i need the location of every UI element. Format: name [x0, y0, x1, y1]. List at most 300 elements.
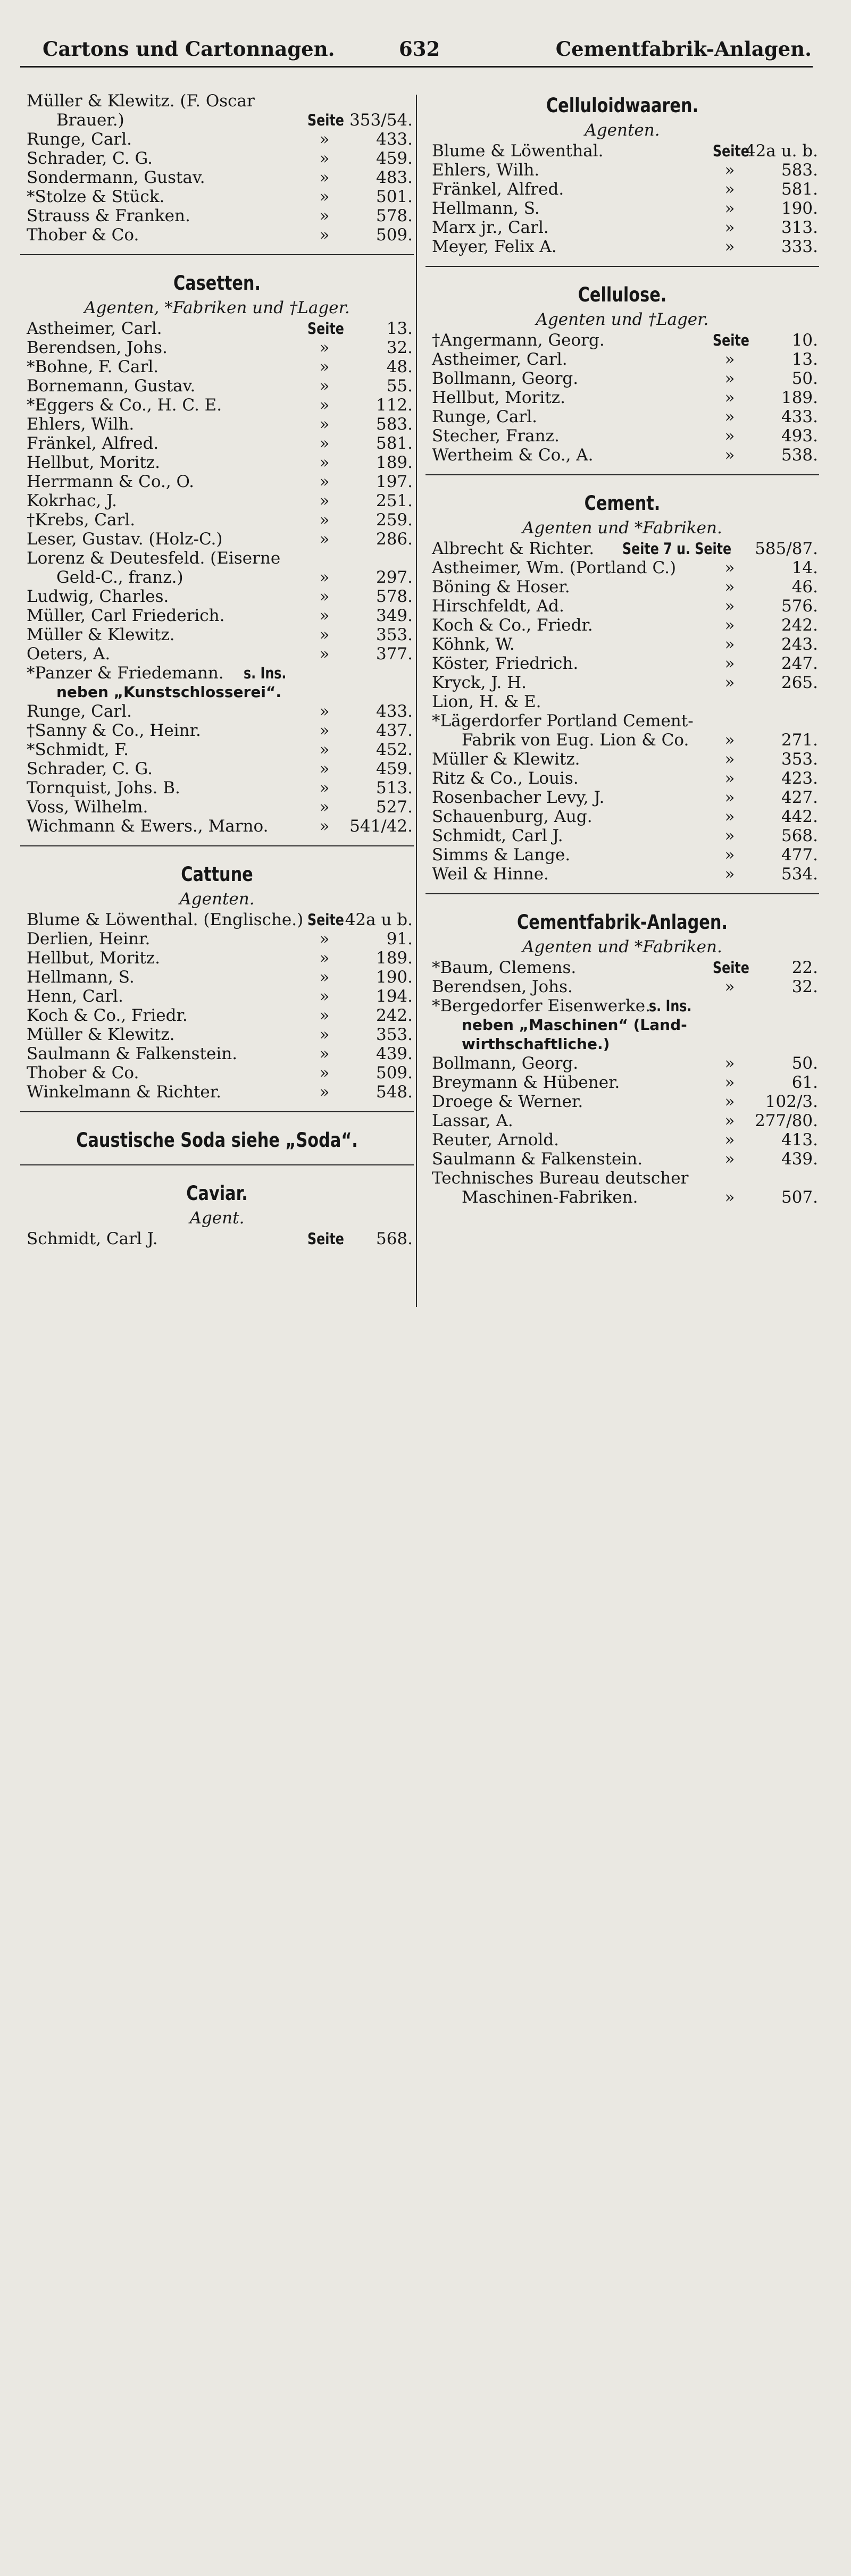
entry-name: Lassar, A. [432, 1111, 513, 1130]
entry-page-ref: 439. [376, 1044, 413, 1063]
ditto-mark: » [724, 1188, 735, 1207]
section-title: Cement. [584, 492, 661, 515]
ditto-mark: » [319, 415, 330, 434]
entry-name: Hirschfeldt, Ad. [432, 597, 564, 616]
page-number: 632 [399, 37, 440, 61]
entry-insert-note: s. Ins. [244, 664, 287, 682]
ditto-mark: » [319, 1006, 330, 1025]
directory-entry [426, 1111, 819, 1130]
entry-page-ref: 477. [781, 845, 818, 865]
section-celluloidwaaren [426, 91, 819, 256]
section-title: Casetten. [173, 272, 261, 295]
section-subtitle: Agenten. [179, 890, 255, 909]
section-subtitle: Agenten. [585, 121, 660, 140]
entry-page-ref: 581. [781, 180, 818, 199]
entry-name: Rosenbacher Levy, J. [432, 788, 605, 807]
entry-name: Müller & Klewitz. (F. Oscar [27, 91, 255, 111]
entry-page-ref: 413. [781, 1130, 818, 1149]
ditto-mark: » [724, 446, 735, 465]
entry-page-ref: 102/3. [765, 1092, 818, 1111]
entry-page-ref: 259. [376, 510, 413, 530]
section-subtitle: Agenten und †Lager. [536, 310, 709, 329]
ditto-mark: » [724, 769, 735, 788]
directory-entry [426, 388, 819, 407]
directory-entry [426, 141, 819, 161]
ditto-mark: » [724, 673, 735, 692]
entry-name: Berendsen, Johs. [432, 977, 573, 996]
ditto-mark: » [724, 218, 735, 237]
entry-page-ref: 48. [386, 357, 413, 376]
entry-name: Thober & Co. [27, 225, 139, 245]
directory-entry [426, 845, 819, 865]
entry-name: Weil & Hinne. [432, 865, 549, 884]
directory-entry [426, 218, 819, 237]
entry-page-ref: 433. [376, 702, 413, 721]
ditto-mark: » [319, 206, 330, 225]
entry-page-ref: 509. [376, 1063, 413, 1083]
ditto-mark: » [319, 568, 330, 587]
directory-entry [426, 1035, 819, 1054]
directory-entry [426, 1130, 819, 1149]
entry-name: Henn, Carl. [27, 987, 123, 1006]
section-subtitle: Agenten, *Fabriken und †Lager. [84, 298, 350, 317]
ditto-mark: » [319, 472, 330, 491]
entry-page-ref: 286. [376, 530, 413, 549]
right-column [426, 91, 819, 1207]
entry-name: Maschinen-Fabriken. [462, 1188, 638, 1207]
entry-name: Müller & Klewitz. [27, 1025, 175, 1044]
entry-page-ref: 353/54. [349, 111, 413, 130]
seite-label: Seite [713, 959, 749, 977]
entry-name: Tornquist, Johs. B. [27, 778, 180, 798]
ditto-mark: » [319, 968, 330, 987]
entry-page-ref: 32. [386, 338, 413, 357]
ditto-mark: » [724, 635, 735, 654]
directory-entry [426, 1169, 819, 1188]
ditto-mark: » [319, 130, 330, 149]
ditto-mark: » [724, 237, 735, 256]
entry-name: Droege & Werner. [432, 1092, 583, 1111]
directory-entry [426, 654, 819, 673]
section-cementfabrik-anlagen [426, 908, 819, 1207]
ditto-mark: » [319, 530, 330, 549]
ditto-mark: » [319, 702, 330, 721]
entry-list [426, 958, 819, 1207]
entry-page-ref: 242. [376, 1006, 413, 1025]
ditto-mark: » [319, 817, 330, 836]
entry-name: Reuter, Arnold. [432, 1130, 560, 1149]
entry-page-ref: 22. [791, 958, 818, 977]
entry-name: *Bohne, F. Carl. [27, 357, 159, 376]
entry-name: Breymann & Hübener. [432, 1073, 620, 1092]
entry-name: Blume & Löwenthal. [432, 141, 604, 161]
entry-page-ref: 433. [376, 130, 413, 149]
ditto-mark: » [319, 625, 330, 644]
ditto-mark: » [319, 740, 330, 759]
entry-name: neben „Kunstschlosserei“. [56, 683, 281, 701]
section-subtitle: Agent. [189, 1209, 245, 1228]
entry-page-ref: 483. [376, 168, 413, 187]
entry-name: Voss, Wilhelm. [27, 798, 148, 817]
ditto-mark: » [319, 798, 330, 817]
directory-entry [426, 807, 819, 826]
entry-page-ref: 251. [376, 491, 413, 510]
entry-name: Derlien, Heinr. [27, 929, 151, 949]
directory-entry [426, 826, 819, 845]
ditto-mark: » [724, 1149, 735, 1169]
ditto-mark: » [724, 1054, 735, 1073]
entry-page-ref: 576. [781, 597, 818, 616]
directory-entry [426, 1188, 819, 1207]
entry-name: wirthschaftliche.) [462, 1035, 610, 1053]
ditto-mark: » [724, 1111, 735, 1130]
entry-name: Schmidt, Carl J. [432, 826, 563, 845]
ditto-mark: » [319, 491, 330, 510]
ditto-mark: » [319, 225, 330, 245]
ditto-mark: » [319, 1063, 330, 1083]
entry-insert-note: Seite 7 u. Seite [622, 540, 732, 558]
entry-page-ref: 42a u. b. [745, 141, 818, 161]
ditto-mark: » [319, 1083, 330, 1102]
entry-page-ref: 14. [791, 558, 818, 577]
ditto-mark: » [319, 396, 330, 415]
entry-name: Kokrhac, J. [27, 491, 117, 510]
entry-name: Wertheim & Co., A. [432, 446, 594, 465]
section-title: Caviar. [186, 1182, 248, 1205]
seite-label: Seite [307, 911, 344, 929]
header-left-title: Cartons und Cartonnagen. [43, 37, 335, 61]
entry-name: Koch & Co., Friedr. [432, 616, 593, 635]
section-title: Celluloidwaaren. [546, 94, 699, 117]
entry-page-ref: 271. [781, 731, 818, 750]
ditto-mark: » [724, 750, 735, 769]
section-cellulose [426, 281, 819, 465]
entry-name: Saulmann & Falkenstein. [27, 1044, 238, 1063]
ditto-mark: » [724, 558, 735, 577]
entry-name: Brauer.) [56, 111, 124, 130]
ditto-mark: » [724, 199, 735, 218]
ditto-mark: » [724, 616, 735, 635]
entry-name: Fränkel, Alfred. [27, 434, 159, 453]
entry-page-ref: 585/87. [755, 539, 818, 558]
ditto-mark: » [724, 369, 735, 388]
entry-name: Ehlers, Wilh. [27, 415, 135, 434]
entry-name: Kryck, J. H. [432, 673, 527, 692]
entry-page-ref: 538. [781, 446, 818, 465]
entry-page-ref: 277/80. [755, 1111, 818, 1130]
entry-page-ref: 578. [376, 206, 413, 225]
ditto-mark: » [724, 807, 735, 826]
entry-name: Winkelmann & Richter. [27, 1083, 222, 1102]
entry-name: Thober & Co. [27, 1063, 139, 1083]
ditto-mark: » [724, 407, 735, 426]
entry-name: Hellbut, Moritz. [432, 388, 565, 407]
ditto-mark: » [724, 180, 735, 199]
directory-entry [20, 111, 414, 130]
entry-name: *Stolze & Stück. [27, 187, 165, 206]
page-header [40, 35, 812, 67]
directory-entry [426, 161, 819, 180]
ditto-mark: » [724, 731, 735, 750]
ditto-mark: » [724, 161, 735, 180]
ditto-mark: » [319, 949, 330, 968]
ditto-mark: » [724, 426, 735, 446]
directory-entry [426, 788, 819, 807]
directory-entry [426, 199, 819, 218]
entry-page-ref: 247. [781, 654, 818, 673]
ditto-mark: » [319, 778, 330, 798]
ditto-mark: » [724, 977, 735, 996]
entry-name: Wichmann & Ewers., Marno. [27, 817, 269, 836]
seite-label: Seite [307, 1230, 344, 1248]
directory-entry [426, 407, 819, 426]
entry-name: Blume & Löwenthal. (Englische.) [27, 910, 304, 929]
entry-name: Hellmann, S. [432, 199, 540, 218]
section-title: Cellulose. [578, 283, 667, 306]
seite-label: Seite [713, 142, 749, 160]
section-title: Cattune [181, 863, 253, 886]
entry-name: Albrecht & Richter. [432, 539, 595, 558]
ditto-mark: » [319, 187, 330, 206]
entry-name: Saulmann & Falkenstein. [432, 1149, 643, 1169]
entry-page-ref: 10. [791, 331, 818, 350]
entry-name: *Bergedorfer Eisenwerke. [432, 996, 650, 1016]
directory-entry [426, 1054, 819, 1073]
entry-page-ref: 509. [376, 225, 413, 245]
entry-name: Müller & Klewitz. [432, 750, 580, 769]
entry-list [426, 539, 819, 884]
entry-page-ref: 189. [376, 949, 413, 968]
entry-name: Astheimer, Carl. [27, 319, 162, 338]
entry-name: Berendsen, Johs. [27, 338, 168, 357]
entry-name: *Baum, Clemens. [432, 958, 577, 977]
entry-name: Geld-C., franz.) [56, 568, 183, 587]
header-right-title: Cementfabrik-Anlagen. [555, 37, 812, 61]
ditto-mark: » [319, 168, 330, 187]
entry-page-ref: 459. [376, 759, 413, 778]
directory-entry [426, 635, 819, 654]
entry-name: Sondermann, Gustav. [27, 168, 205, 187]
ditto-mark: » [724, 388, 735, 407]
directory-entry [426, 1149, 819, 1169]
entry-name: Köhnk, W. [432, 635, 515, 654]
entry-page-ref: 13. [791, 350, 818, 369]
entry-page-ref: 42a u b. [345, 910, 413, 929]
entry-name: Hellbut, Moritz. [27, 453, 160, 472]
directory-entry [426, 350, 819, 369]
entry-name: neben „Maschinen“ (Land- [462, 1016, 687, 1034]
entry-name: Stecher, Franz. [432, 426, 560, 446]
ditto-mark: » [724, 654, 735, 673]
entry-page-ref: 242. [781, 616, 818, 635]
entry-page-ref: 297. [376, 568, 413, 587]
ditto-mark: » [319, 149, 330, 168]
directory-entry [426, 180, 819, 199]
entry-page-ref: 423. [781, 769, 818, 788]
entry-page-ref: 534. [781, 865, 818, 884]
entry-page-ref: 583. [376, 415, 413, 434]
ditto-mark: » [319, 376, 330, 396]
entry-page-ref: 265. [781, 673, 818, 692]
entry-name: Marx jr., Carl. [432, 218, 549, 237]
entry-name: Müller, Carl Friederich. [27, 606, 225, 625]
entry-page-ref: 527. [376, 798, 413, 817]
entry-page-ref: 581. [376, 434, 413, 453]
entry-name: Müller & Klewitz. [27, 625, 175, 644]
entry-name: *Schmidt, F. [27, 740, 129, 759]
entry-name: *Eggers & Co., H. C. E. [27, 396, 222, 415]
ditto-mark: » [319, 1044, 330, 1063]
entry-page-ref: 501. [376, 187, 413, 206]
entry-page-ref: 349. [376, 606, 413, 625]
directory-entry [426, 1073, 819, 1092]
ditto-mark: » [319, 721, 330, 740]
entry-name: Ehlers, Wilh. [432, 161, 540, 180]
entry-name: †Angermann, Georg. [432, 331, 605, 350]
ditto-mark: » [319, 453, 330, 472]
entry-name: Ludwig, Charles. [27, 587, 169, 606]
entry-page-ref: 353. [781, 750, 818, 769]
ditto-mark: » [319, 587, 330, 606]
entry-page-ref: 439. [781, 1149, 818, 1169]
entry-list [426, 141, 819, 256]
entry-name: Schmidt, Carl J. [27, 1229, 158, 1248]
ditto-mark: » [319, 510, 330, 530]
entry-page-ref: 568. [781, 826, 818, 845]
entry-name: Schrader, C. G. [27, 759, 153, 778]
entry-page-ref: 541/42. [349, 817, 413, 836]
section-subtitle: Agenten und *Fabriken. [522, 518, 722, 538]
entry-insert-note: s. Ins. [649, 997, 692, 1015]
entry-name: Hellbut, Moritz. [27, 949, 160, 968]
seite-label: Seite [713, 331, 749, 349]
directory-entry [426, 750, 819, 769]
entry-name: *Lägerdorfer Portland Cement- [432, 711, 694, 731]
entry-page-ref: 112. [376, 396, 413, 415]
directory-entry [426, 1092, 819, 1111]
section-cement [426, 489, 819, 884]
entry-page-ref: 433. [781, 407, 818, 426]
ditto-mark: » [724, 577, 735, 597]
directory-entry [426, 237, 819, 256]
entry-name: Lorenz & Deutesfeld. (Eiserne [27, 549, 281, 568]
ditto-mark: » [724, 597, 735, 616]
entry-page-ref: 568. [376, 1229, 413, 1248]
entry-page-ref: 493. [781, 426, 818, 446]
section-title: Cementfabrik-Anlagen. [516, 911, 728, 934]
directory-entry [20, 91, 414, 111]
entry-name: *Panzer & Friedemann. [27, 664, 224, 683]
entry-name: Technisches Bureau deutscher [432, 1169, 689, 1188]
entry-page-ref: 13. [386, 319, 413, 338]
entry-name: Runge, Carl. [27, 130, 132, 149]
directory-entry [426, 692, 819, 711]
header-rule [20, 66, 813, 68]
entry-name: Bollmann, Georg. [432, 1054, 579, 1073]
entry-name: †Krebs, Carl. [27, 510, 136, 530]
ditto-mark: » [724, 350, 735, 369]
entry-name: Runge, Carl. [432, 407, 537, 426]
entry-page-ref: 377. [376, 644, 413, 664]
directory-entry [426, 673, 819, 692]
entry-page-ref: 197. [376, 472, 413, 491]
entry-page-ref: 442. [781, 807, 818, 826]
entry-page-ref: 583. [781, 161, 818, 180]
entry-name: Herrmann & Co., O. [27, 472, 194, 491]
entry-page-ref: 189. [376, 453, 413, 472]
directory-entry [426, 865, 819, 884]
ditto-mark: » [319, 338, 330, 357]
entry-page-ref: 313. [781, 218, 818, 237]
entry-page-ref: 427. [781, 788, 818, 807]
entry-page-ref: 353. [376, 625, 413, 644]
directory-entry [426, 369, 819, 388]
ditto-mark: » [724, 845, 735, 865]
directory-entry [426, 711, 819, 731]
entry-name: Astheimer, Wm. (Portland C.) [432, 558, 677, 577]
directory-entry [426, 769, 819, 788]
entry-page-ref: 61. [791, 1073, 818, 1092]
entry-name: Koch & Co., Friedr. [27, 1006, 188, 1025]
entry-page-ref: 243. [781, 635, 818, 654]
entry-name: Meyer, Felix A. [432, 237, 557, 256]
entry-page-ref: 190. [376, 968, 413, 987]
directory-entry [426, 426, 819, 446]
entry-page-ref: 55. [386, 376, 413, 396]
ditto-mark: » [724, 826, 735, 845]
entry-name: Oeters, A. [27, 644, 111, 664]
ditto-mark: » [319, 357, 330, 376]
ditto-mark: » [319, 929, 330, 949]
entry-name: Strauss & Franken. [27, 206, 190, 225]
directory-entry [426, 958, 819, 977]
entry-page-ref: 50. [791, 369, 818, 388]
entry-page-ref: 548. [376, 1083, 413, 1102]
directory-entry [426, 558, 819, 577]
entry-name: Bollmann, Georg. [432, 369, 579, 388]
entry-page-ref: 91. [386, 929, 413, 949]
ditto-mark: » [319, 987, 330, 1006]
directory-entry [426, 577, 819, 597]
entry-name: Ritz & Co., Louis. [432, 769, 579, 788]
seite-label: Seite [307, 320, 344, 338]
entry-page-ref: 194. [376, 987, 413, 1006]
directory-entry [426, 597, 819, 616]
entry-page-ref: 46. [791, 577, 818, 597]
entry-page-ref: 513. [376, 778, 413, 798]
entry-name: Astheimer, Carl. [432, 350, 568, 369]
directory-entry [426, 446, 819, 465]
entry-name: Simms & Lange. [432, 845, 571, 865]
ditto-mark: » [319, 1025, 330, 1044]
entry-page-ref: 190. [781, 199, 818, 218]
ditto-mark: » [319, 759, 330, 778]
entry-page-ref: 437. [376, 721, 413, 740]
entry-name: Schauenburg, Aug. [432, 807, 593, 826]
directory-entry [426, 616, 819, 635]
directory-entry [426, 1016, 819, 1035]
ditto-mark: » [319, 606, 330, 625]
entry-page-ref: 507. [781, 1188, 818, 1207]
caustische-soda-reference: Caustische Soda siehe „Soda“. [76, 1129, 358, 1152]
entry-page-ref: 459. [376, 149, 413, 168]
entry-name: Böning & Hoser. [432, 577, 570, 597]
entry-page-ref: 50. [791, 1054, 818, 1073]
entry-name: Fränkel, Alfred. [432, 180, 564, 199]
entry-page-ref: 32. [791, 977, 818, 996]
ditto-mark: » [724, 1073, 735, 1092]
ditto-mark: » [319, 434, 330, 453]
